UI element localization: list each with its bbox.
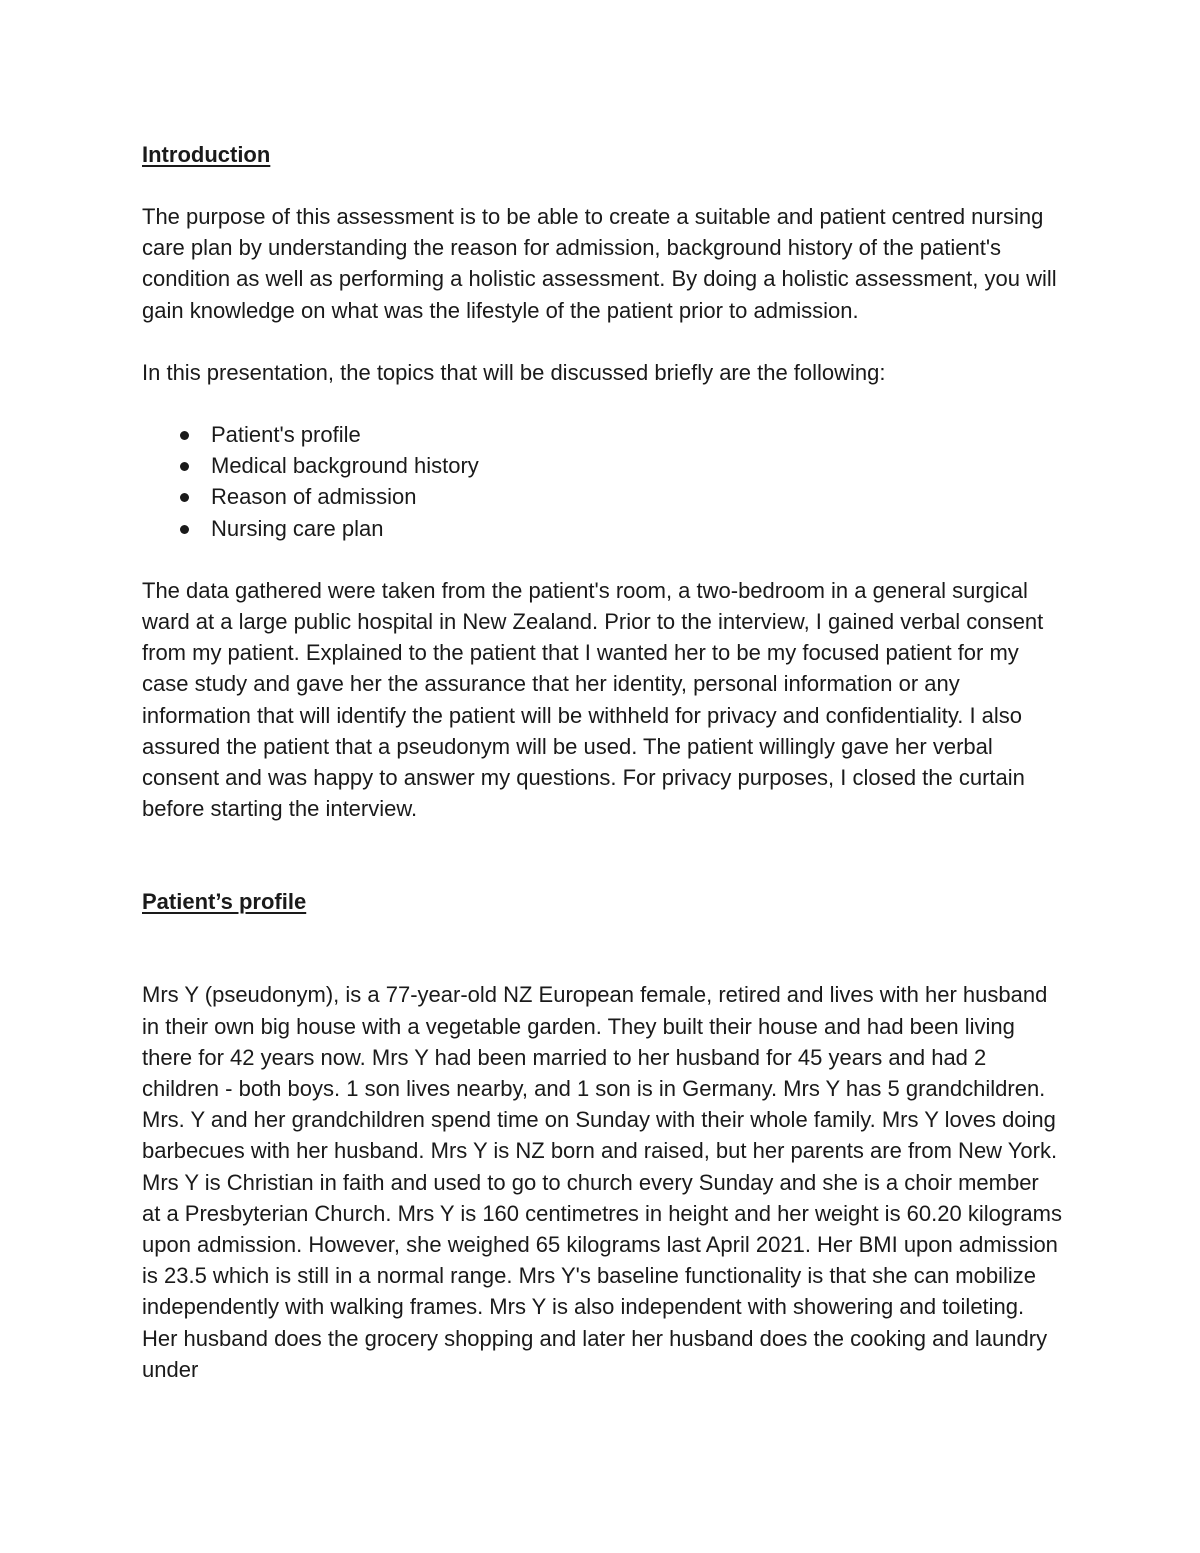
list-item <box>142 513 1062 544</box>
introduction-paragraph-topics-lead: In this presentation, the topics that will be discussed briefly are the following: <box>142 359 886 385</box>
list-item-label: Medical background history <box>211 453 479 479</box>
spacer <box>142 917 1062 979</box>
spacer <box>142 388 1062 419</box>
bullet-icon <box>180 525 189 534</box>
topics-list <box>142 419 1062 544</box>
introduction-paragraph-purpose: The purpose of this assessment is to be able to create a suitable and patient centred nursing care plan by understanding the reason for admission, background history of the patient's condition as well as performing a holistic assessment. By doing a holistic assessment, you will gain knowledge on what was the lifestyle of the patient prior to admission. <box>142 204 1057 323</box>
introduction-heading: Introduction <box>142 142 271 167</box>
patient-profile-paragraph: Mrs Y (pseudonym), is a 77-year-old NZ European female, retired and lives with her husband in their own big house with a vegetable garden. They built their house and had been living there for 42 years now. Mrs Y had been married to her husband for 45 years and had 2 children - both boys. 1 son lives nearby, and 1 son is in Germany. Mrs Y has 5 grandchildren. Mrs. Y and her grandchildren spend time on Sunday with their whole family. Mrs Y loves doing barbecues with her husband. Mrs Y is NZ born and raised, but her parents are from New York. Mrs Y is Christian in faith and used to go to church every Sunday and she is a choir member at a Presbyterian Church. Mrs Y is 160 centimetres in height and her weight is 60.20 kilograms upon admission. However, she weighed 65 kilograms last April 2021. Her BMI upon admission is 23.5 which is still in a normal range. Mrs Y's baseline functionality is that she can mobilize independently with walking frames. Mrs Y is also independent with showering and toileting. Her husband does the grocery shopping and later her husband does the cooking and laundry under <box>142 982 1062 1382</box>
spacer <box>142 824 1062 886</box>
list-item <box>142 419 1062 450</box>
introduction-paragraph-data-gathering: The data gathered were taken from the patient's room, a two-bedroom in a general surgical ward at a large public hospital in New Zealand. Prior to the interview, I gained verbal consent from my patient. Explained to the patient that I wanted her to be my focused patient for my case study and gave her the assurance that her identity, personal information or any information that will identify the patient will be withheld for privacy and confidentiality. I also assured the patient that a pseudonym will be used. The patient willingly gave her verbal consent and was happy to answer my questions. For privacy purposes, I closed the curtain before starting the interview. <box>142 577 1044 822</box>
spacer <box>142 170 1062 201</box>
spacer <box>142 544 1062 575</box>
patient-profile-heading: Patient’s profile <box>142 889 307 915</box>
list-item <box>142 450 1062 481</box>
document-page <box>142 139 1062 1385</box>
bullet-icon <box>180 431 189 440</box>
list-item <box>142 481 1062 512</box>
list-item-label: Reason of admission <box>211 484 417 510</box>
bullet-icon <box>180 493 189 502</box>
bullet-icon <box>180 462 189 471</box>
list-item-label: Nursing care plan <box>211 515 384 541</box>
list-item-label: Patient's profile <box>211 422 361 448</box>
spacer <box>142 326 1062 357</box>
